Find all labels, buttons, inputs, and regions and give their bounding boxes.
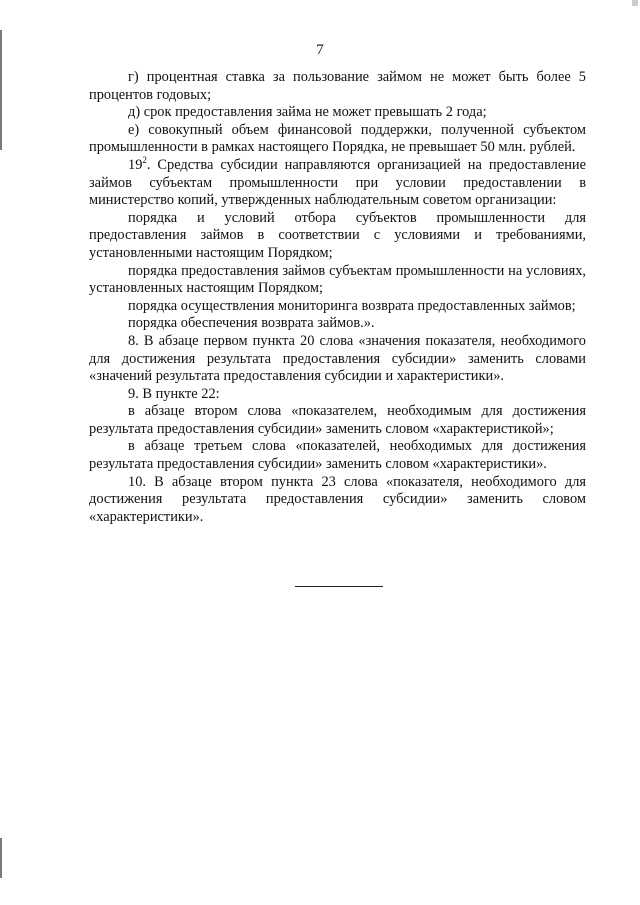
paragraph: 10. В абзаце втором пункта 23 слова «показателя, необходимого для достижения результата предоставления субсидии» заменить словом «характеристики». (89, 473, 586, 525)
paragraph: порядка обеспечения возврата займов.». (128, 315, 375, 332)
paragraph: в абзаце втором слова «показателем, необходимым для достижения результата предоставления субсидии» заменить словом «характеристикой»; (89, 403, 586, 437)
superscript: 2 (142, 155, 147, 166)
paragraph: 8. В абзаце первом пункта 20 слова «значения показателя, необходимого для достижения результата предоставления субсидии» заменить словами «значений результата предоставления субсидии и характеристики». (89, 332, 586, 385)
paragraph: порядка предоставления займов субъектам промышленности на условиях, установленных настоящим Порядком; (89, 262, 586, 297)
scan-artifact (632, 0, 638, 6)
paragraph: порядка и условий отбора субъектов промышленности для предоставления займов в соответствии с условиями и требованиями, установленными настоящим Порядком; (89, 209, 586, 261)
paragraph: г) процентная ставка за пользование займом не может быть более 5 процентов годовых; (89, 69, 586, 103)
page-number: 7 (316, 42, 324, 58)
paragraph: д) срок предоставления займа не может превышать 2 года; (128, 104, 487, 121)
paragraph: е) совокупный объем финансовой поддержки, полученной субъектом промышленности в рамках настоящего Порядка, не превышает 50 млн. рублей. (89, 121, 586, 156)
paragraph: 9. В пункте 22: (128, 385, 220, 402)
document-body (89, 69, 586, 526)
paragraph: в абзаце третьем слова «показателей, необходимых для достижения результата предоставления субсидии» заменить словом «характеристики». (89, 438, 586, 473)
scan-edge-mark (0, 838, 2, 878)
end-of-document-line (295, 586, 383, 587)
paragraph: $19^2$. Средства субсидии направляются организацией на предоставление займов субъектам промышленности при условии предоставлении в министерство копий, утвержденных наблюдательным советом организации: (89, 155, 586, 209)
paragraph: порядка осуществления мониторинга возврата предоставленных займов; (128, 297, 576, 314)
